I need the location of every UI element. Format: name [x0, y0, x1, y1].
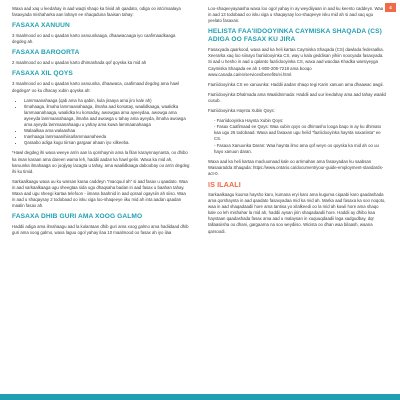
- list-item: - Fasax Caafimaad ee Qoys: Waa xubin qoys oo dhimasho looga baqo in ay ku dhimato kaa ugu 26 todobaad. Waxa aad fasaxan ugu helid "faa'iidooyinka haynta naxariista" ee CS.: [214, 124, 386, 142]
- list-item: • Qaraabo adiga kugu tiirsan gargaar ahaan iyo xilkeeba.: [24, 140, 190, 146]
- ei-maternity-paragraph: Faa'iidooyinka Dhalmada ama Waalidnimada: Haddii aad uur leedahay ama aad tahay waalid cusub.: [208, 91, 386, 103]
- list-item: - Faa'iidooyinka Haynta Xubin Qoys:: [214, 118, 386, 124]
- left-column: [12, 6, 190, 240]
- heading-sick-leave: FASAXA XANUUN: [12, 22, 70, 30]
- list-item: • Ilmahaaga, ilmaha lammaanahaaga, ilmaha aad korsatay, waalidkaaga, waalidka lammaanahaaga, waalidka ku korsaday, awowgaa ama ayeeydaa, awowga ama ayeeyda lammaanahaaga, ilmaha aad awowga u tahay ama ayeyda, ilmaha awowga ama ayeyda lammaanahaagu u yahay ama kuwa lammaanahaaga: [24, 104, 190, 128]
- ministry-info-paragraph: Waxa aad ka heli kartaa macluumaad kale oo arrimahan ama fasaxyadan ku saabsan Wasaaradda Shaqada: https://www.ontario.ca/document/your-guide-employment-standards-act-0.: [208, 158, 384, 176]
- family-members-list: [12, 98, 190, 147]
- heading-domestic-violence-leave: FASAXA DHIB GURI AMA XOOG GALMO: [12, 213, 143, 221]
- right-column: [208, 6, 386, 239]
- protect-yourself-paragraph: Sarkaalkaagu kuuma haysho karo, kumana eryi karo ama kuguma ciqaabi karo qaadashada ama qorshaynta in aad qaadato fasaxyadaa mid ka mid ah. Marka aad fasaxa ka soo noqoto, waa in aad shaqadaadii hore ama tantisa yo xilalkeedi oo la mid ah kuwii hore ama shaqo kale oo leh mishahar la mid ah, haddii aysan jirin shaqadaadii hore. Haddii ay dhibo kaa haystaan qaadashada fasax ama aad u malaysan in xuquuqdaadii laga xadgudbay, dqr tallaasiisha oo dhani, gargaarna na soo weydiiso. Wicista oo dhan waa bilaash, waana qarsoodi.: [208, 191, 386, 234]
- family-responsibility-paragraph: 3 maalmood oo aad u qaadan karto xanuunka, dhaawaca, caafimaad degdeg ama hawl degdega* oo ku dhacay xubin qoyska ah:: [12, 81, 179, 93]
- list-item: • Lammaanahaaga (qab ama ha qabin, kula jiraaya ama jiro kale ah): [24, 98, 190, 104]
- heading-bereavement-leave: FASAXA BAROORTA: [12, 49, 80, 57]
- heading-ei-benefits: HELISTA FAA'IIDOOYINKA CAYMISKA SHAQADA (CS) ADIGA OO FASAX KU JIRA: [208, 28, 382, 44]
- ei-sickness-paragraph: Faa'iidooyinka CS ee xanuunka: Haddii aadan shaqo tegi Karin xanuun ama dhaawac awgii.: [208, 81, 384, 87]
- domestic-violence-paragraph: Haddii adiga ama ilmahaagu aad la kulantaan dhib guri ama xoog galmo ama hadiidaad dhib guri ama xoog galmo, waxa laguu ogol yahay ilaa 10 maalmood oo fasax ah iyo ilaa: [12, 224, 189, 236]
- ei-family-caregiver-paragraph: Faa'iidooyinka Haynta Xubin Qoys:: [208, 108, 275, 114]
- heading-protect-yourself: IS ILAALI: [208, 179, 241, 189]
- ei-benefits-paragraph: Fasaxyada qaarkood, waxa aad ka heli kartaa Caymiska Shaqada (CS) dawlada federaalka. Xeerarka xaq loo siinayo faa'iidooyinka CS, way u kala geddisan yihiin noocyada fasaxyada. Si aad u hesho in aad u qalanto faa'iidooyinka CS, waxa aad wacdaa Khadka warsiyeyga Caymiska Shaqada ee ah 1-800-206-7218 ama booqo www.canada.ca/en/services/benefits/ei.html.: [208, 47, 384, 77]
- bereavement-leave-paragraph: 2 maalmood oo aad u qaadan karto dhimashada qof qoyska ka mid ah: [12, 60, 147, 66]
- sick-leave-paragraph: 3 maalmood oo aad u qaadan karto xanuunkaaga, dhaawacaaga iyo caafimaadkaaga degdeg ah.: [12, 33, 176, 45]
- intro-paragraph: Waxa aad xaq u leedahay in aad waqti shaqo ka bixid ah qaadato, odiga oo istcimaalaya fasaxyada mishaharka aan lahayn ee shaqaduna faaisan tahay:: [12, 6, 181, 18]
- caregiver-benefits-list: [208, 118, 386, 155]
- employer-proof-paragraph: Loo-shaqeeyayaasha waxa loo ogol yahay in ay weydiiyaan in aad ku keento caddeyn. Waa in aad 13 todobaad oo isku xiga u shaqaysay loo-shaqeeye isku mid ah si aad xaq ugu yeelato fasaxan.: [208, 6, 384, 24]
- page-number-badge: 4: [385, 3, 396, 12]
- list-item: • Inanhaaga lammaanihiisa/lammaanaheeda: [24, 134, 190, 140]
- list-item: - Fasaxa Xanuunka Daran: Waa haynta ilmo ama qof weyn oo qoyska ka mid ah oo uu hayo xanuun daran.: [214, 143, 386, 155]
- heading-family-responsibility-leave: FASAXA XIL QOYS: [12, 70, 73, 78]
- urgent-matter-note: *Hawl degdeg ihi waxa weeye arrin aan la qorshaynin ama la filan karaynnaynanta, oo dhibo ka iman karaan ama dareen wama leh, haddii aadan ka hawl gelin. Waxa ka mid ah, karuunka ilmahaaga oo joojiyay lacagta u tahay, ama waalidkaaga daboobay oo arrin degdeg ihi ku timid.: [12, 150, 190, 174]
- footer-bar: [0, 394, 400, 400]
- employer-evidence-paragraph: Sarkaalkaagu waxa uu ku warsan karaa caddeyn "macquul ah" si aad fasax u qaadato. Waa in aad sarkaalkaaga ugu sheegtaa sida ugu dhaqsaha badan in aad fasax u baahan tahay. Waxa aad ugu sheegi kartaa telefoon - iimana baahnid in aad qoraal ogaysiin ah siiso. Waa in aad u shaqaysay 2 todobaad oo isku xiga loo-shaqeeye iiku mid ah inta aadan qaadan maalin fasax ah.: [12, 178, 188, 209]
- list-item: • Walaalkaa ama walaashaa: [24, 128, 190, 134]
